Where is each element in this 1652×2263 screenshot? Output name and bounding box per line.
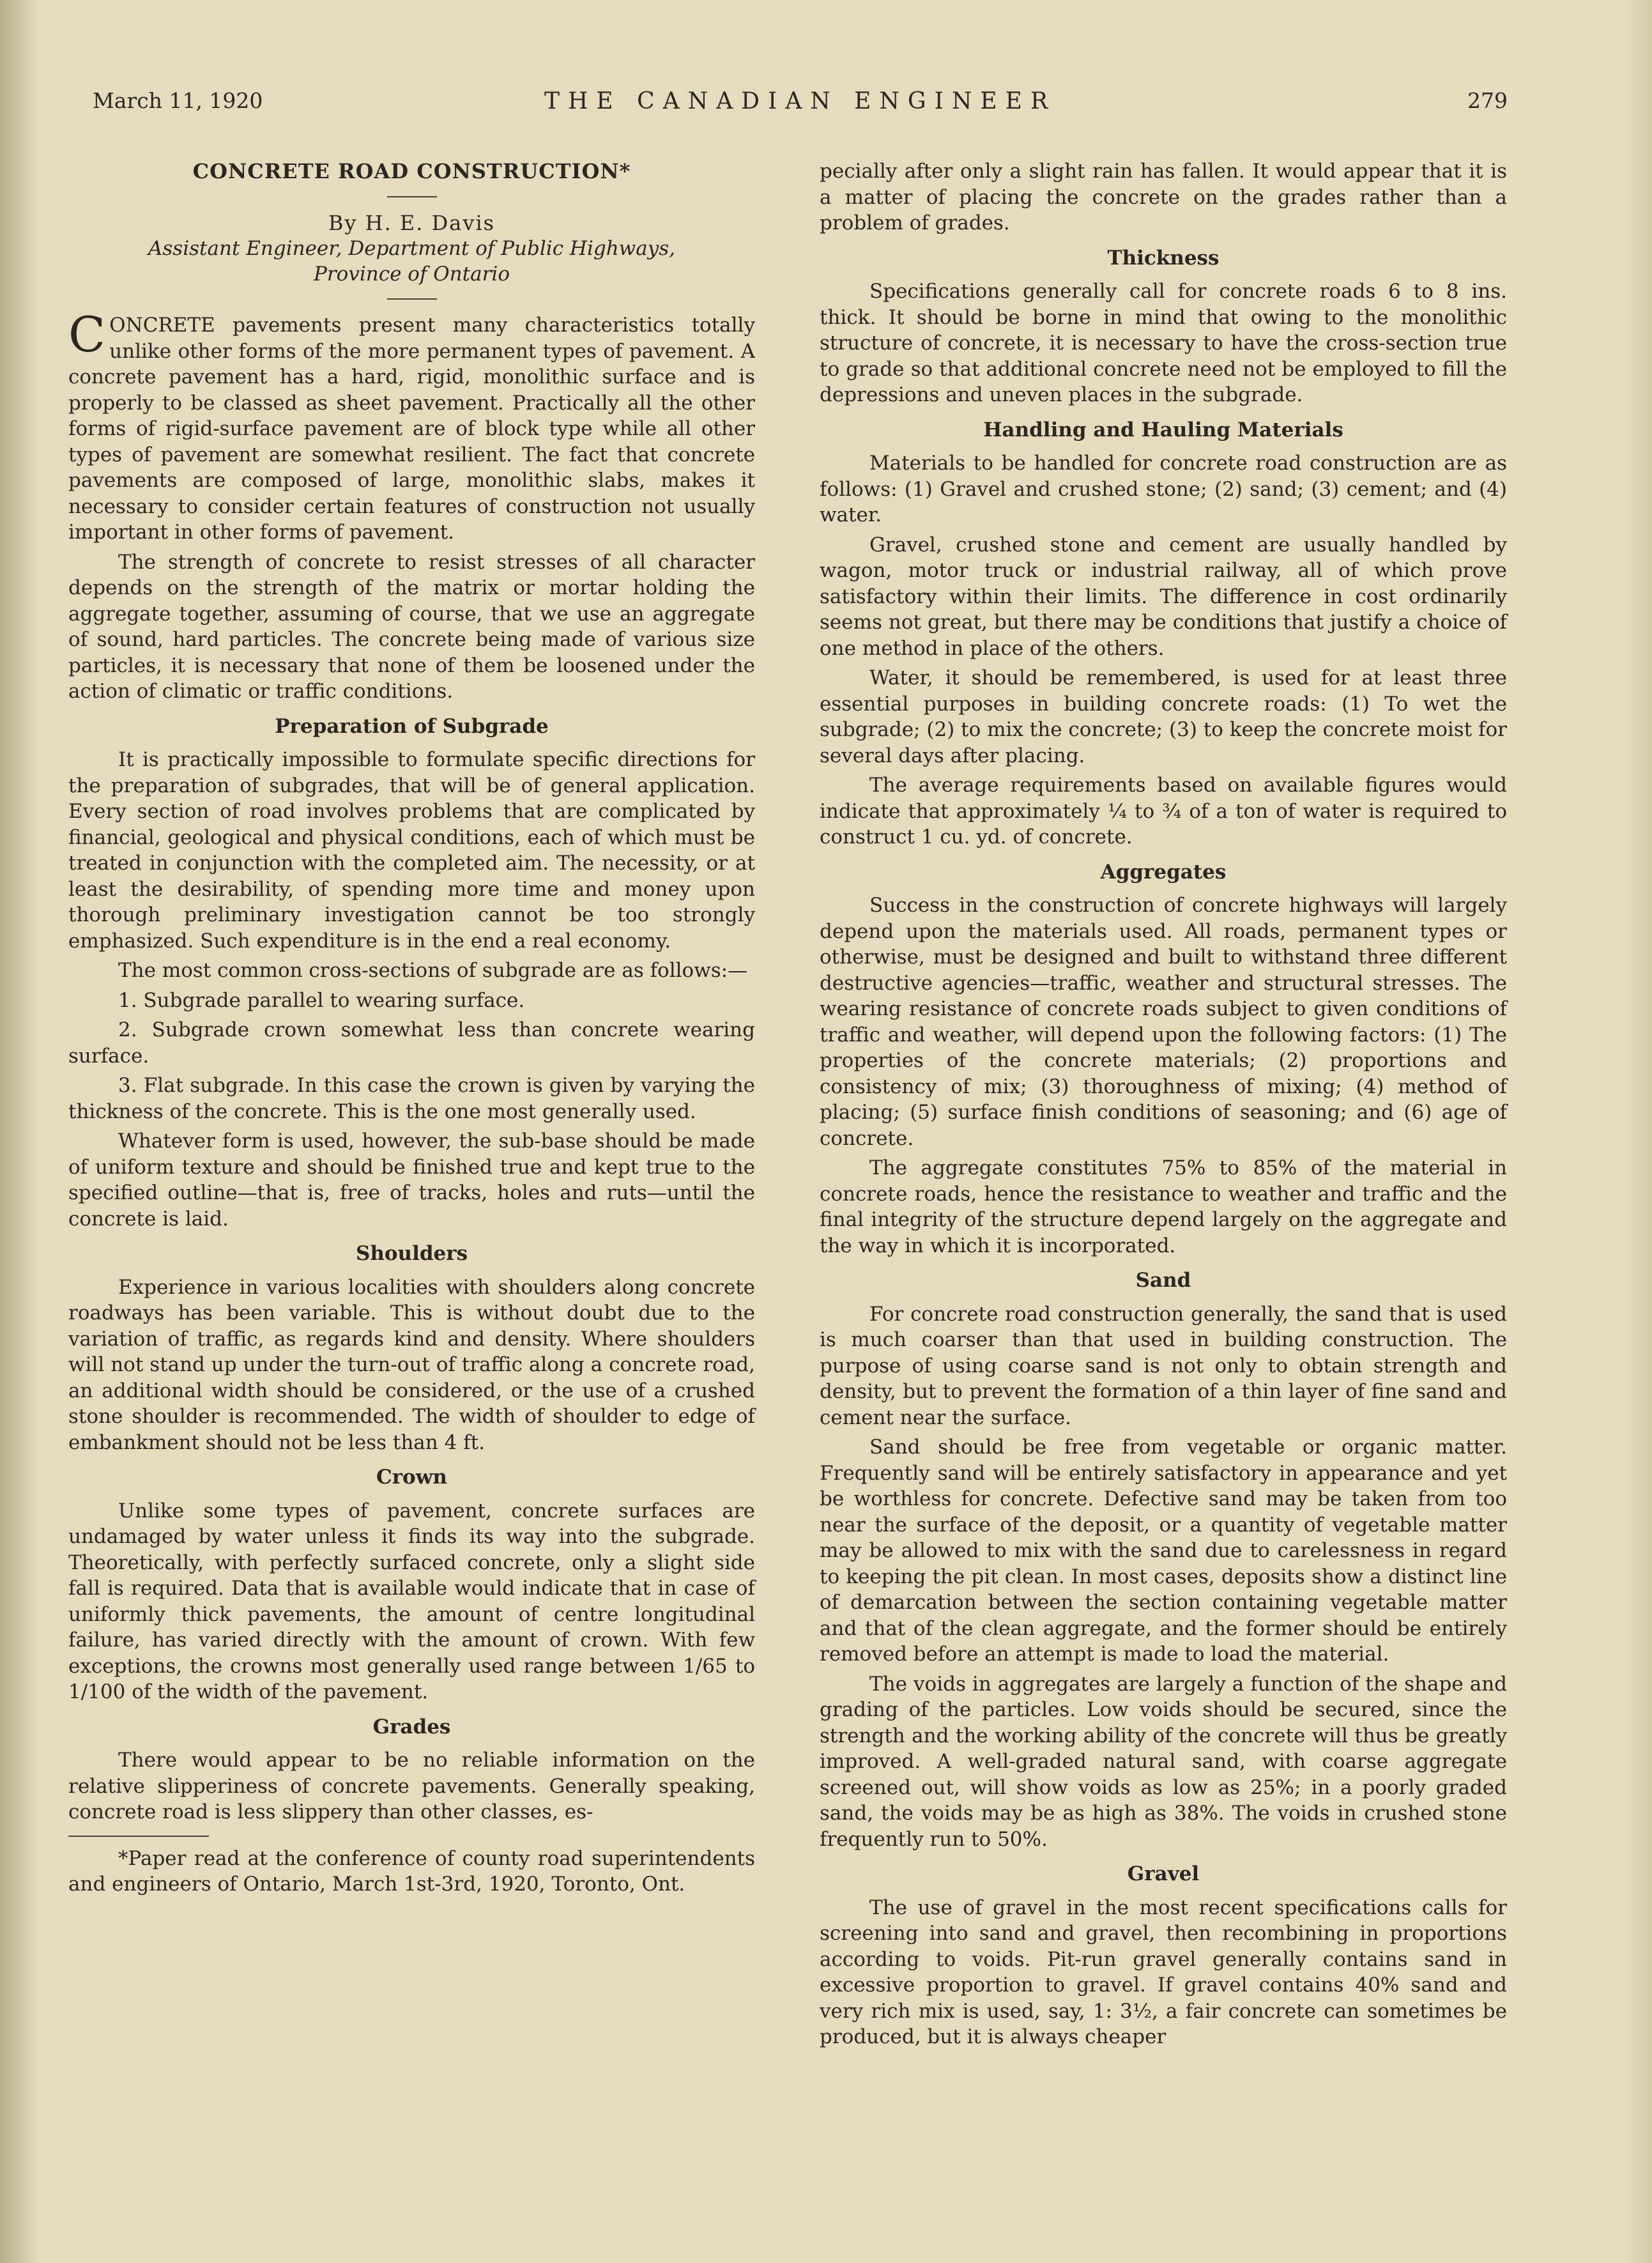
aggregates-paragraph-2: The aggregate constitutes 75% to 85% of the material in concrete roads, hence the resistance to weather and traffic and the final integrity of the structure depend largely on the aggregate and the way in which it is incorporated.	[820, 1156, 1507, 1257]
subgrade-paragraph-3: Whatever form is used, however, the sub-base should be made of uniform texture and should be finished true and kept true to the specified outline—that is, free of tracks, holes and ruts—until the concrete is laid.	[68, 1130, 755, 1231]
section-heading-shoulders: Shoulders	[355, 1242, 468, 1265]
sand-paragraph-1: For concrete road construction generally, the sand that is used is much coarser than that used in building construction. The purpose of using coarse sand is not only to obtain strength and density, but to prevent the formation of a thin layer of fine sand and cement near the surface.	[820, 1302, 1507, 1429]
section-heading-subgrade: Preparation of Subgrade	[275, 714, 549, 738]
subgrade-paragraph-2: The most common cross-sections of subgrade are as follows:—	[118, 959, 748, 982]
section-heading-handling: Handling and Hauling Materials	[983, 418, 1343, 441]
intro-paragraph-2: The strength of concrete to resist stresses of all character depends on the strength of the matrix or mortar holding the aggregate together, assuming of course, that we use an aggregate of sound, hard particles. The concrete being made of various size particles, it is necessary that none of them be loosened under the action of climatic or traffic conditions.	[68, 550, 755, 703]
section-heading-aggregates: Aggregates	[1100, 860, 1227, 884]
left-column	[68, 158, 755, 1901]
sand-paragraph-2: Sand should be free from vegetable or organic matter. Frequently sand will be entirely satisfactory in appearance and yet be worthless for concrete. Defective sand may be taken from too near the surface of the deposit, or a quantity of vegetable matter may be allowed to mix with the sand due to carelessness in regard to keeping the pit clean. In most cases, deposits show a distinct line of demarcation between the section containing vegetable matter and that of the clean aggregate, and the former should be entirely removed before an attempt is made to load the material.	[820, 1436, 1507, 1666]
byline-rule	[387, 298, 437, 300]
crown-paragraph-1: Unlike some types of pavement, concrete surfaces are undamaged by water unless it finds its way into the subgrade. Theoretically, with perfectly surfaced concrete, only a slight side fall is required. Data that is available would indicate that in case of uniformly thick pavements, the amount of centre longitudinal failure, has varied directly with the amount of crown. With few exceptions, the crowns most generally used range between 1/65 to 1/100 of the width of the pavement.	[68, 1499, 755, 1703]
handling-paragraph-4: The average requirements based on available figures would indicate that approximately ¼ to ¾ of a ton of water is required to construct 1 cu. yd. of concrete.	[820, 774, 1507, 848]
issue-date: March 11, 1920	[93, 88, 263, 113]
handling-paragraph-3: Water, it should be remembered, is used for at least three essential purposes in building concrete roads: (1) To wet the subgrade; (2) to mix the concrete; (3) to keep the concrete moist for several days after placing.	[820, 666, 1507, 767]
intro-paragraph	[68, 306, 755, 546]
page-number: 279	[1467, 88, 1508, 113]
shoulders-paragraph-1: Experience in various localities with shoulders along concrete roadways has been variable. This is without doubt due to the variation of traffic, as regards kind and density. Where shoulders will not stand up under the turn-out of traffic along a concrete road, an additional width should be considered, or the use of a crushed stone shoulder is recommended. The width of shoulder to edge of embankment should not be less than 4 ft.	[68, 1275, 755, 1454]
footnote-rule	[68, 1836, 209, 1837]
subgrade-list-item-3: 3. Flat subgrade. In this case the crown is given by varying the thickness of the concrete. This is the one most generally used.	[68, 1074, 755, 1123]
footnote: *Paper read at the conference of county road superintendents and engineers of Ontario, March 1st-3rd, 1920, Toronto, Ont.	[68, 1846, 755, 1896]
right-column	[820, 158, 1507, 2054]
author-byline: By H. E. Davis	[328, 210, 496, 235]
grades-paragraph-1: There would appear to be no reliable information on the relative slipperiness of concrete pavements. Generally speaking, concrete road is less slippery than other classes, es-	[68, 1749, 755, 1823]
sand-paragraph-3: The voids in aggregates are largely a function of the shape and grading of the particles. Low voids should be secured, since the strength and the working ability of the concrete will thus be greatly improved. A well-graded natural sand, with coarse aggregate screened out, will show voids as low as 25%; in a poorly graded sand, the voids may be as high as 38%. The voids in crushed stone frequently run to 50%.	[820, 1672, 1507, 1851]
gravel-paragraph-1: The use of gravel in the most recent specifications calls for screening into sand and gravel, then recombining in proportions according to voids. Pit-run gravel generally contains sand in excessive proportion to gravel. If gravel contains 40% sand and very rich mix is used, say, 1: 3½, a fair concrete can sometimes be produced, but it is always cheaper	[820, 1896, 1507, 2048]
section-heading-gravel: Gravel	[1127, 1862, 1200, 1885]
aggregates-paragraph-1: Success in the construction of concrete highways will largely depend upon the materials used. All roads, permanent types or otherwise, must be designed and built to withstand three different destructive agencies—traffic, weather and structural stresses. The wearing resistance of concrete roads subject to given conditions of traffic and weather, will depend upon the following factors: (1) The properties of the concrete materials; (2) proportions and consistency of mix; (3) thoroughness of mixing; (4) method of placing; (5) surface finish conditions of seasoning; and (6) age of concrete.	[820, 894, 1507, 1150]
author-affiliation-line-1: Assistant Engineer, Department of Public Highways,	[148, 237, 675, 260]
page-edge-shadow-right	[1626, 0, 1652, 2263]
grades-continuation: pecially after only a slight rain has fallen. It would appear that it is a matter of placing the concrete on the grades rather than a problem of grades.	[820, 160, 1507, 234]
title-rule	[387, 196, 437, 197]
page-edge-shadow	[0, 0, 38, 2263]
subgrade-list-item-2: 2. Subgrade crown somewhat less than concrete wearing surface.	[68, 1018, 755, 1068]
journal-title: THE CANADIAN ENGINEER	[544, 88, 1057, 114]
article-title: CONCRETE ROAD CONSTRUCTION*	[192, 159, 631, 183]
section-heading-crown: Crown	[376, 1466, 447, 1489]
intro-text: ONCRETE pavements present many characteristics totally unlike other forms of the more permanent types of pavement. A concrete pavement has a hard, rigid, monolithic surface and is properly to be classed as sheet pavement. Practically all the other forms of rigid-surface pavement are of block type while all other types of pavement are somewhat resilient. The fact that concrete pavements are composed of large, monolithic slabs, makes it necessary to consider certain features of construction not usually important in other forms of pavement.	[68, 314, 755, 544]
section-heading-sand: Sand	[1135, 1269, 1191, 1292]
subgrade-list-item-1: 1. Subgrade parallel to wearing surface.	[118, 988, 525, 1012]
handling-paragraph-2: Gravel, crushed stone and cement are usually handled by wagon, motor truck or industrial railway, all of which prove satisfactory within their limits. The difference in cost ordinarily seems not great, but there may be conditions that justify a choice of one method in place of the others.	[820, 533, 1507, 660]
thickness-paragraph-1: Specifications generally call for concrete roads 6 to 8 ins. thick. It should be borne in mind that owing to the monolithic structure of concrete, it is necessary to have the cross-section true to grade so that additional concrete need not be employed to fill the depressions and uneven places in the subgrade.	[820, 280, 1507, 406]
subgrade-paragraph-1: It is practically impossible to formulate specific directions for the preparation of subgrades, that will be of general application. Every section of road involves problems that are complicated by financial, geological and physical conditions, each of which must be treated in conjunction with the completed aim. The necessity, or at least the desirability, of spending more time and money upon thorough preliminary investigation cannot be too strongly emphasized. Such expenditure is in the end a real economy.	[68, 748, 755, 953]
section-heading-thickness: Thickness	[1107, 246, 1220, 270]
drop-cap: C	[68, 306, 106, 363]
author-affiliation-line-2: Province of Ontario	[313, 263, 510, 286]
section-heading-grades: Grades	[372, 1715, 451, 1738]
handling-paragraph-1: Materials to be handled for concrete road construction are as follows: (1) Gravel and crushed stone; (2) sand; (3) cement; and (4) water.	[820, 452, 1507, 526]
running-header	[93, 88, 1508, 120]
